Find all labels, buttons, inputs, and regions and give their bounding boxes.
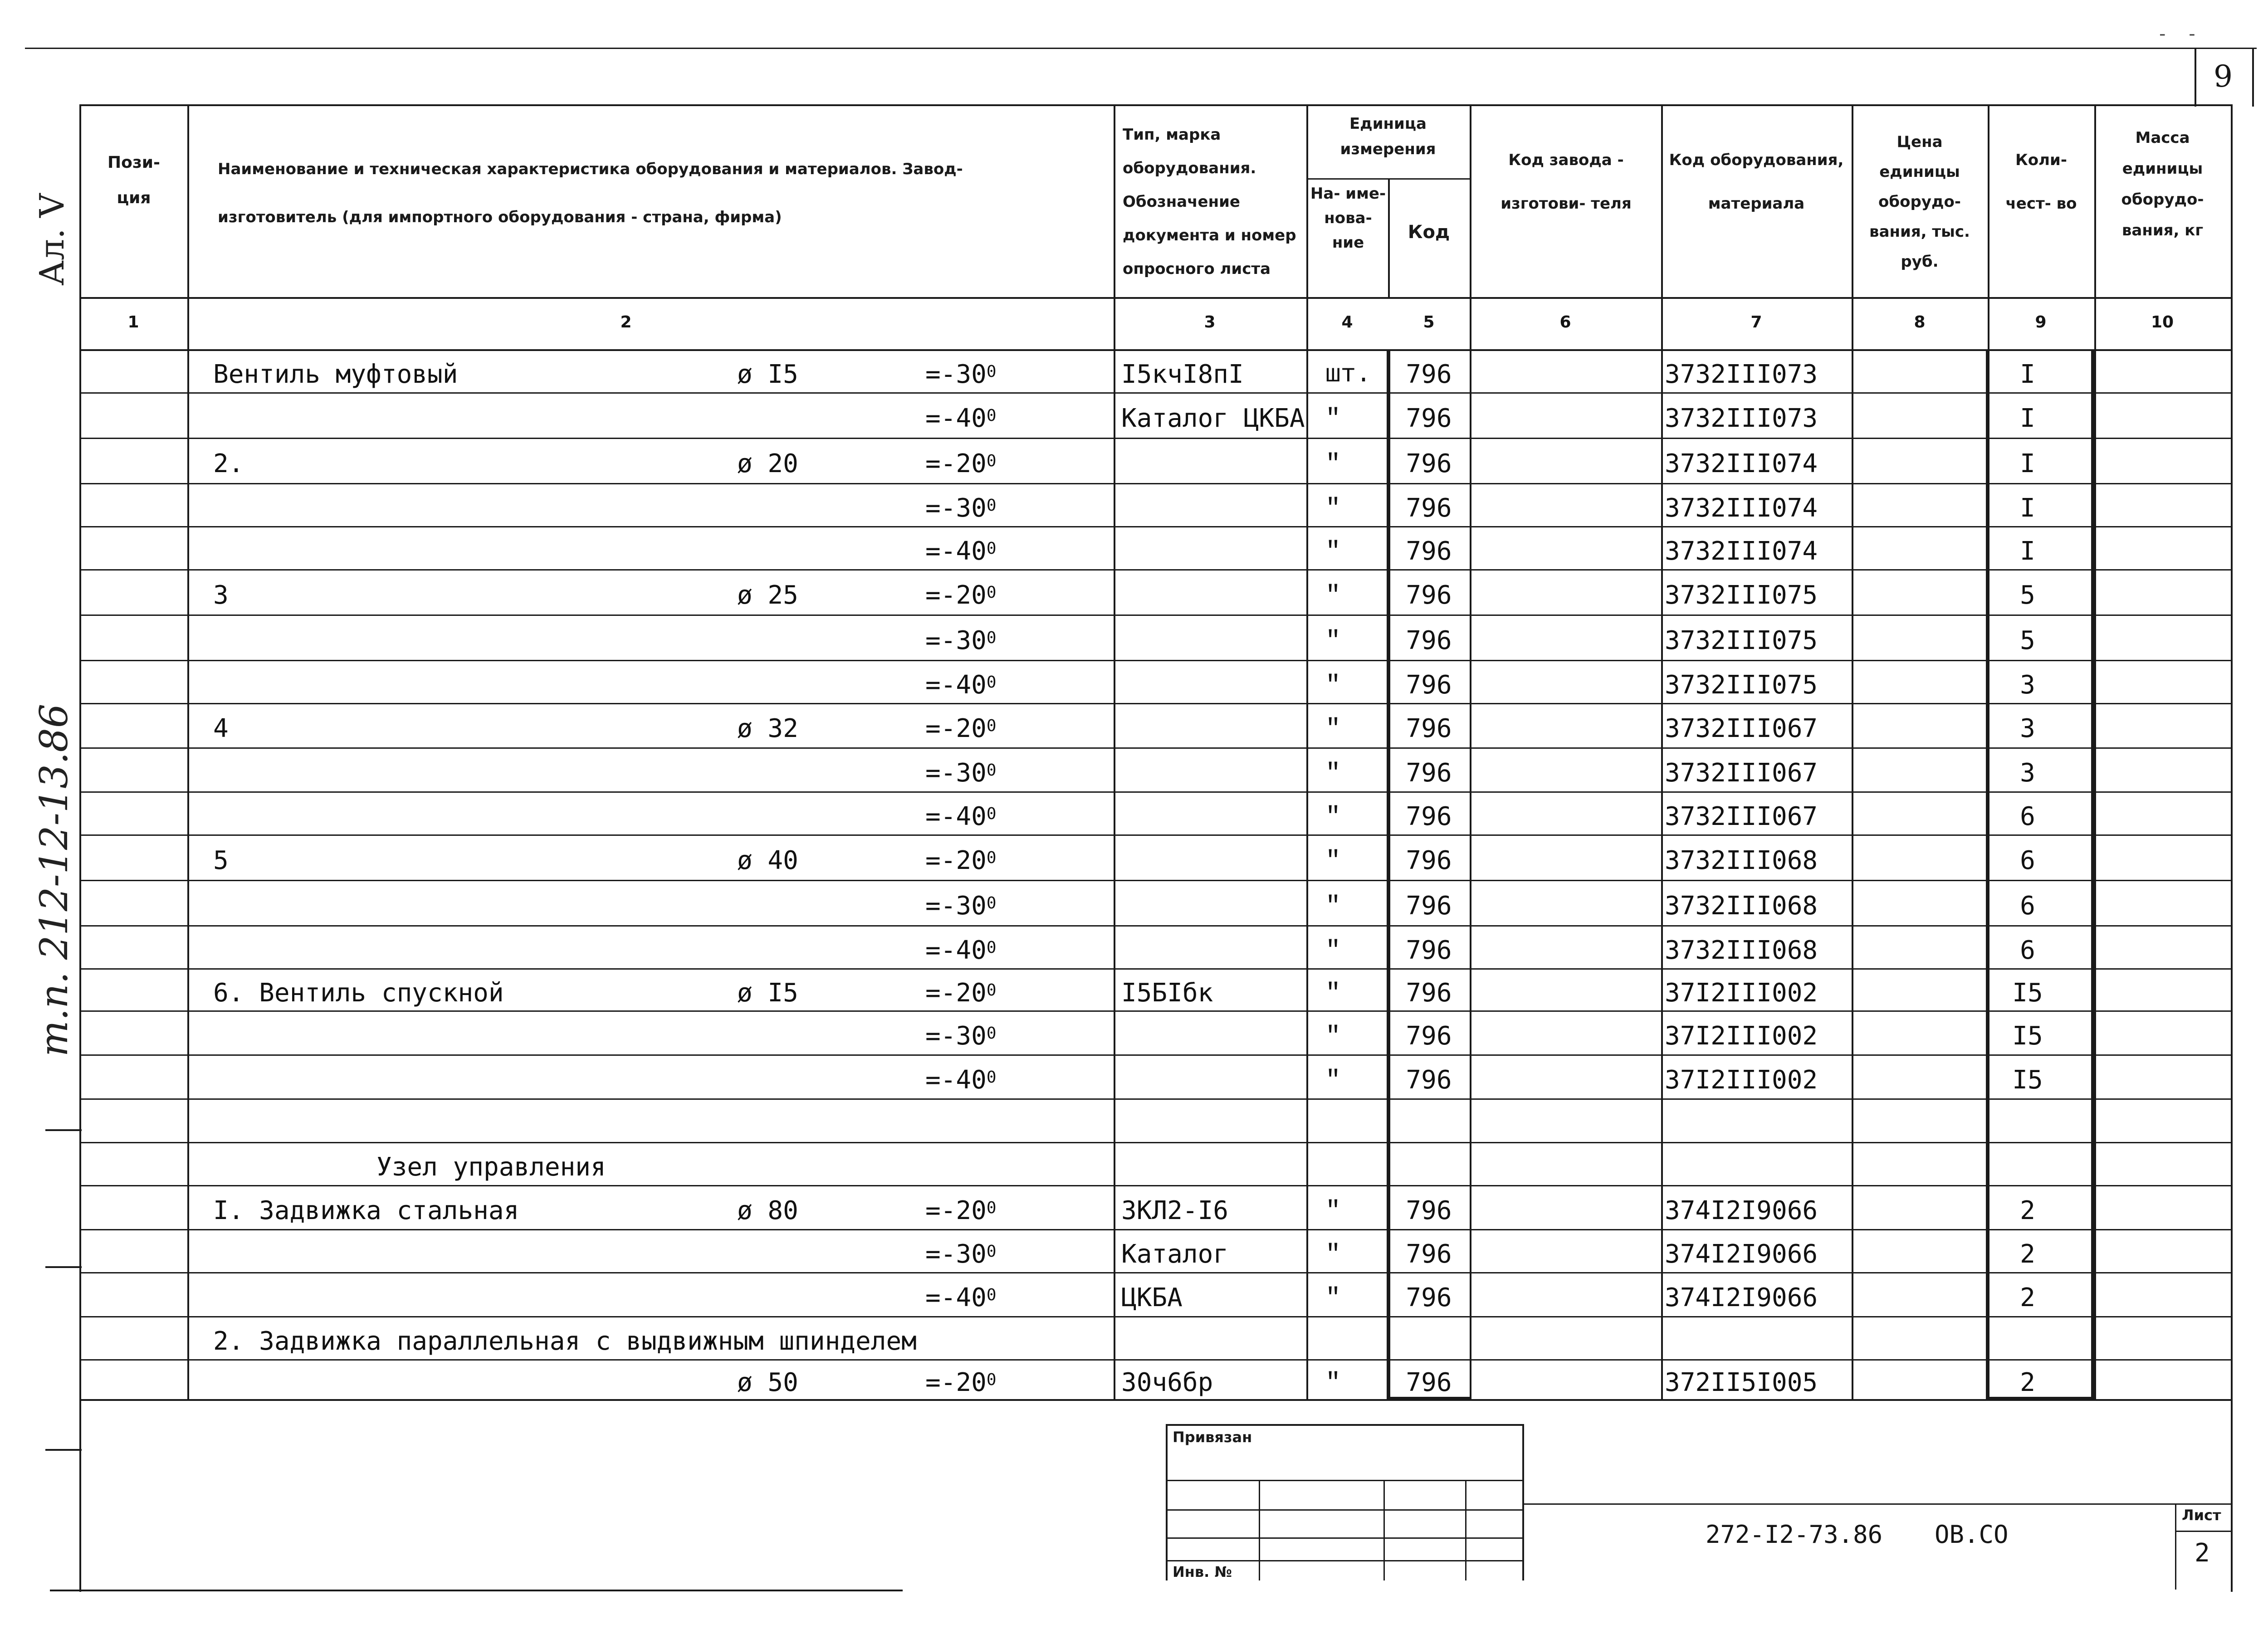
item-unit: " — [1325, 671, 1341, 700]
degree-mark: 0 — [986, 362, 997, 381]
item-unit-code: 796 — [1406, 360, 1452, 389]
sheet-label: Лист — [2182, 1507, 2221, 1524]
table-header-bottom — [79, 297, 2232, 299]
temperature-value: =-40 — [925, 670, 987, 700]
col-border-5 — [1470, 104, 1471, 1399]
row-divider — [79, 1142, 2232, 1143]
item-name: 6. Вентиль спускной — [213, 978, 504, 1008]
degree-mark: 0 — [986, 583, 997, 602]
header-unit-code: Код — [1408, 222, 1450, 243]
temperature-value: =-40 — [925, 802, 987, 831]
row-divider — [79, 569, 2232, 571]
item-quantity: I — [2020, 360, 2035, 389]
item-diameter: ø 25 — [737, 580, 798, 610]
item-temperature — [925, 1023, 997, 1050]
item-unit-code: 796 — [1406, 891, 1452, 921]
col-border-0 — [79, 104, 81, 1592]
degree-mark: 0 — [986, 938, 997, 957]
qty-col-bold-right — [2091, 349, 2095, 1399]
item-temperature — [925, 980, 997, 1007]
row-divider — [79, 392, 2232, 394]
item-quantity: 2 — [2020, 1368, 2035, 1397]
degree-mark: 0 — [986, 1199, 997, 1217]
row-divider — [79, 1098, 2232, 1100]
temperature-value: =-20 — [925, 580, 987, 610]
item-unit-code: 796 — [1406, 802, 1452, 831]
degree-mark: 0 — [986, 1068, 997, 1087]
item-temperature — [925, 803, 997, 830]
row-divider — [79, 1010, 2232, 1012]
sheet-cell-divider — [2175, 1531, 2232, 1532]
attached-col-3 — [1465, 1480, 1466, 1580]
item-unit: " — [1325, 626, 1341, 655]
corner-marks: - - — [2159, 24, 2195, 44]
item-quantity: I5 — [2012, 1021, 2043, 1051]
degree-mark: 0 — [986, 849, 997, 867]
item-temperature — [925, 1197, 997, 1224]
temperature-value: =-20 — [925, 714, 987, 743]
header-unit-group: Единица измерения — [1340, 115, 1436, 158]
row-divider — [79, 834, 2232, 836]
item-equipment-code: 3732III068 — [1665, 846, 1818, 875]
item-equipment-code: 3732III075 — [1665, 670, 1818, 700]
project-label: т.п. 212-12-13.86 — [32, 703, 76, 1057]
item-unit-code: 796 — [1406, 493, 1452, 523]
album-label: Ал. V — [33, 193, 72, 286]
row-divider — [79, 438, 2232, 439]
item-equipment-code: 3732III068 — [1665, 936, 1818, 965]
item-unit-code: 796 — [1406, 1368, 1452, 1397]
item-name: Вентиль муфтовый — [213, 360, 458, 389]
item-unit: " — [1325, 404, 1341, 433]
item-name: Узел управления — [376, 1152, 606, 1182]
temperature-value: =-40 — [925, 1065, 987, 1095]
item-equipment-code: 37I2III002 — [1665, 978, 1818, 1008]
col-number-10: 10 — [2151, 313, 2174, 332]
row-divider — [79, 747, 2232, 749]
col-number-8: 8 — [1914, 313, 1926, 332]
attached-row-4 — [1166, 1560, 1524, 1561]
item-quantity: 5 — [2020, 626, 2035, 655]
header-unit-name: На- име- нова- ние — [1310, 185, 1386, 252]
item-temperature — [925, 937, 997, 964]
item-quantity: I — [2020, 449, 2035, 478]
item-temperature — [925, 760, 997, 787]
degree-mark: 0 — [986, 717, 997, 735]
qty-col-bold-left — [1986, 349, 1989, 1399]
attached-box-top — [1166, 1424, 1524, 1426]
col-number-4: 4 — [1341, 313, 1353, 332]
item-type: ЦКБА — [1121, 1283, 1183, 1312]
col-number-9: 9 — [2035, 313, 2047, 332]
item-diameter: ø 20 — [737, 449, 798, 478]
row-divider — [79, 483, 2232, 484]
document-code: 272-I2-73.86 — [1706, 1520, 1883, 1549]
item-unit: " — [1325, 1066, 1341, 1095]
degree-mark: 0 — [986, 539, 997, 558]
item-quantity: 2 — [2020, 1283, 2035, 1312]
item-temperature — [925, 715, 997, 742]
item-equipment-code: 372II5I005 — [1665, 1368, 1818, 1397]
frame-tick — [45, 1266, 82, 1268]
item-unit-code: 796 — [1406, 936, 1452, 965]
item-quantity: I5 — [2012, 978, 2043, 1008]
row-divider — [79, 1359, 2232, 1361]
item-name: I. Задвижка стальная — [213, 1196, 519, 1225]
item-equipment-code: 3732III073 — [1665, 404, 1818, 433]
item-diameter: ø 40 — [737, 846, 798, 875]
item-unit: " — [1325, 1022, 1341, 1051]
row-divider — [79, 615, 2232, 616]
temperature-value: =-40 — [925, 404, 987, 433]
item-type: 30ч6бр — [1121, 1368, 1213, 1397]
qty-col-bold-bottom — [1986, 1397, 2095, 1400]
item-quantity: 3 — [2020, 670, 2035, 700]
item-unit-code: 796 — [1406, 626, 1452, 655]
row-divider — [79, 1054, 2232, 1056]
item-unit: " — [1325, 1283, 1341, 1312]
top-border-line — [25, 48, 2257, 49]
degree-mark: 0 — [986, 761, 997, 780]
item-equipment-code: 374I2I9066 — [1665, 1239, 1818, 1269]
item-name: 3 — [213, 580, 229, 610]
attached-row-2 — [1166, 1509, 1524, 1511]
sheet-number-box-left — [2195, 48, 2196, 107]
item-unit-code: 796 — [1406, 846, 1452, 875]
item-unit-code: 796 — [1406, 1021, 1452, 1051]
row-divider — [79, 791, 2232, 793]
item-equipment-code: 3732III075 — [1665, 626, 1818, 655]
item-temperature — [925, 538, 997, 565]
temperature-value: =-20 — [925, 846, 987, 875]
row-divider — [79, 925, 2232, 927]
item-diameter: ø 50 — [737, 1368, 798, 1397]
item-quantity: 6 — [2020, 936, 2035, 965]
item-temperature — [925, 893, 997, 920]
row-divider — [79, 880, 2232, 881]
header-name: Наименование и техническая характеристика оборудования и материалов. Завод-изготовитель (для импортного оборудования - страна, фирма) — [218, 160, 963, 226]
item-equipment-code: 37I2III002 — [1665, 1021, 1818, 1051]
attached-col-1 — [1259, 1480, 1260, 1580]
item-temperature — [925, 1284, 997, 1312]
temperature-value: =-30 — [925, 1021, 987, 1051]
item-diameter: ø 32 — [737, 714, 798, 743]
sheet-number-box-right — [2252, 48, 2254, 107]
degree-mark: 0 — [986, 1242, 997, 1261]
attached-row-3 — [1166, 1537, 1524, 1539]
header-quantity: Коли- чест- во — [2005, 151, 2077, 213]
row-divider — [79, 703, 2232, 704]
item-equipment-code: 3732III074 — [1665, 493, 1818, 523]
item-unit: " — [1325, 494, 1341, 523]
item-unit: " — [1325, 581, 1341, 610]
code-col-bold-bottom — [1387, 1397, 1471, 1400]
inventory-number-label: Инв. № — [1173, 1563, 1232, 1580]
item-unit-code: 796 — [1406, 1239, 1452, 1269]
col-number-1: 1 — [127, 313, 139, 332]
item-name: 5 — [213, 846, 229, 875]
code-col-bold-left — [1387, 349, 1390, 1399]
item-unit-code: 796 — [1406, 537, 1452, 566]
degree-mark: 0 — [986, 1286, 997, 1304]
temperature-value: =-30 — [925, 1239, 987, 1269]
item-temperature — [925, 1369, 997, 1396]
temperature-value: =-30 — [925, 626, 987, 655]
item-equipment-code: 37I2III002 — [1665, 1065, 1818, 1095]
row-divider — [79, 1316, 2232, 1317]
degree-mark: 0 — [986, 1024, 997, 1043]
header-type: Тип, марка оборудования. Обозначение документа и номер опросного листа — [1123, 126, 1296, 278]
attached-label: Привязан — [1173, 1429, 1252, 1446]
stamp-line — [1524, 1503, 2232, 1505]
item-equipment-code: 3732III067 — [1665, 758, 1818, 788]
item-quantity: I — [2020, 493, 2035, 523]
degree-mark: 0 — [986, 805, 997, 823]
item-unit: " — [1325, 714, 1341, 743]
item-unit: " — [1325, 936, 1341, 965]
temperature-value: =-30 — [925, 360, 987, 389]
item-temperature — [925, 582, 997, 609]
item-unit: " — [1325, 846, 1341, 875]
sheet-number: 9 — [2214, 59, 2233, 94]
item-unit: " — [1325, 537, 1341, 566]
temperature-value: =-20 — [925, 1368, 987, 1397]
row-divider — [79, 968, 2232, 970]
item-unit: шт. — [1325, 360, 1371, 389]
col-number-7: 7 — [1750, 313, 1762, 332]
item-unit-code: 796 — [1406, 1065, 1452, 1095]
temperature-value: =-20 — [925, 978, 987, 1008]
item-unit: " — [1325, 892, 1341, 921]
item-equipment-code: 3732III073 — [1665, 360, 1818, 389]
row-divider — [79, 1185, 2232, 1186]
degree-mark: 0 — [986, 1371, 997, 1389]
header-factory-code: Код завода - изготови- теля — [1501, 151, 1632, 213]
attached-col-2 — [1383, 1480, 1385, 1580]
table-numbers-bottom — [79, 349, 2232, 351]
item-unit-code: 796 — [1406, 404, 1452, 433]
item-equipment-code: 3732III075 — [1665, 580, 1818, 610]
item-quantity: 6 — [2020, 846, 2035, 875]
item-type: Каталог — [1121, 1239, 1229, 1269]
item-type: I5БIбк — [1121, 978, 1213, 1008]
temperature-value: =-20 — [925, 449, 987, 478]
item-unit: " — [1325, 802, 1341, 831]
header-position: Пози- ция — [108, 153, 160, 207]
degree-mark: 0 — [986, 981, 997, 1000]
degree-mark: 0 — [986, 894, 997, 912]
item-quantity: I5 — [2012, 1065, 2043, 1095]
item-temperature — [925, 405, 997, 432]
item-type: 3КЛ2-I6 — [1121, 1196, 1229, 1225]
row-divider — [79, 526, 2232, 527]
item-diameter: ø I5 — [737, 360, 798, 389]
item-temperature — [925, 672, 997, 699]
item-quantity: 5 — [2020, 580, 2035, 610]
item-unit-code: 796 — [1406, 758, 1452, 788]
degree-mark: 0 — [986, 452, 997, 470]
header-unit-price: Цена единицы оборудо- вания, тыс. руб. — [1869, 133, 1970, 271]
item-temperature — [925, 1241, 997, 1268]
table-top — [79, 104, 2232, 106]
attached-box-left — [1166, 1424, 1168, 1580]
row-divider — [79, 660, 2232, 661]
item-temperature — [925, 847, 997, 874]
item-quantity: 6 — [2020, 802, 2035, 831]
item-unit: " — [1325, 1240, 1341, 1269]
item-diameter: ø 80 — [737, 1196, 798, 1225]
temperature-value: =-30 — [925, 493, 987, 523]
item-unit-code: 796 — [1406, 1196, 1452, 1225]
degree-mark: 0 — [986, 629, 997, 647]
row-divider — [79, 1272, 2232, 1273]
item-unit-code: 796 — [1406, 1283, 1452, 1312]
item-equipment-code: 374I2I9066 — [1665, 1283, 1818, 1312]
item-diameter: ø I5 — [737, 978, 798, 1008]
header-unit-mass: Масса единицы оборудо- вания, кг — [2121, 129, 2204, 239]
temperature-value: =-20 — [925, 1196, 987, 1225]
temperature-value: =-30 — [925, 891, 987, 921]
temperature-value: =-40 — [925, 1283, 987, 1312]
temperature-value: =-40 — [925, 936, 987, 965]
col-border-2 — [1114, 104, 1115, 1399]
table-bottom — [79, 1399, 2232, 1401]
row-divider — [79, 1229, 2232, 1230]
col-number-2: 2 — [620, 313, 632, 332]
item-temperature — [925, 361, 997, 388]
sheet-number-bottom: 2 — [2195, 1538, 2210, 1568]
col-border-10 — [2231, 104, 2233, 1592]
header-equipment-code: Код оборудования, материала — [1669, 151, 1844, 213]
col-number-6: 6 — [1559, 313, 1571, 332]
temperature-value: =-30 — [925, 758, 987, 788]
item-unit: " — [1325, 1196, 1341, 1225]
col-border-4 — [1388, 178, 1390, 297]
temperature-value: =-40 — [925, 537, 987, 566]
item-name: 2. — [213, 449, 244, 478]
item-name: 2. Задвижка параллельная с выдвижным шпинделем — [213, 1327, 917, 1356]
item-unit: " — [1325, 979, 1341, 1008]
item-quantity: 3 — [2020, 758, 2035, 788]
degree-mark: 0 — [986, 406, 997, 425]
item-quantity: 2 — [2020, 1239, 2035, 1269]
item-quantity: I — [2020, 537, 2035, 566]
item-quantity: 3 — [2020, 714, 2035, 743]
item-equipment-code: 3732III067 — [1665, 802, 1818, 831]
item-temperature — [925, 450, 997, 478]
item-equipment-code: 3732III074 — [1665, 449, 1818, 478]
item-quantity: I — [2020, 404, 2035, 433]
item-unit-code: 796 — [1406, 714, 1452, 743]
frame-tick — [50, 1590, 903, 1591]
item-quantity: 6 — [2020, 891, 2035, 921]
item-type: I5кчI8пI — [1121, 360, 1244, 389]
item-temperature — [925, 495, 997, 522]
item-equipment-code: 3732III068 — [1665, 891, 1818, 921]
sheet-cell-left — [2175, 1503, 2176, 1590]
item-equipment-code: 3732III074 — [1665, 537, 1818, 566]
item-temperature — [925, 1067, 997, 1094]
item-unit: " — [1325, 1368, 1341, 1397]
document-suffix: ОВ.СО — [1935, 1520, 2009, 1549]
col-border-3 — [1306, 104, 1308, 1399]
item-unit-code: 796 — [1406, 670, 1452, 700]
item-quantity: 2 — [2020, 1196, 2035, 1225]
attached-box-right — [1522, 1424, 1524, 1580]
col-border-1 — [187, 104, 189, 1399]
item-equipment-code: 374I2I9066 — [1665, 1196, 1818, 1225]
item-type: Каталог ЦКБА — [1121, 404, 1305, 433]
col-number-3: 3 — [1204, 313, 1216, 332]
frame-tick — [45, 1129, 82, 1131]
item-equipment-code: 3732III067 — [1665, 714, 1818, 743]
item-temperature — [925, 627, 997, 654]
item-unit-code: 796 — [1406, 978, 1452, 1008]
item-unit: " — [1325, 759, 1341, 788]
item-unit: " — [1325, 449, 1341, 478]
item-unit-code: 796 — [1406, 580, 1452, 610]
col-border-7 — [1852, 104, 1853, 1399]
degree-mark: 0 — [986, 673, 997, 692]
item-unit-code: 796 — [1406, 449, 1452, 478]
frame-tick — [45, 1449, 82, 1451]
col-border-6 — [1661, 104, 1663, 1399]
attached-row-1 — [1166, 1480, 1524, 1481]
degree-mark: 0 — [986, 496, 997, 515]
col-number-5: 5 — [1423, 313, 1435, 332]
item-name: 4 — [213, 714, 229, 743]
